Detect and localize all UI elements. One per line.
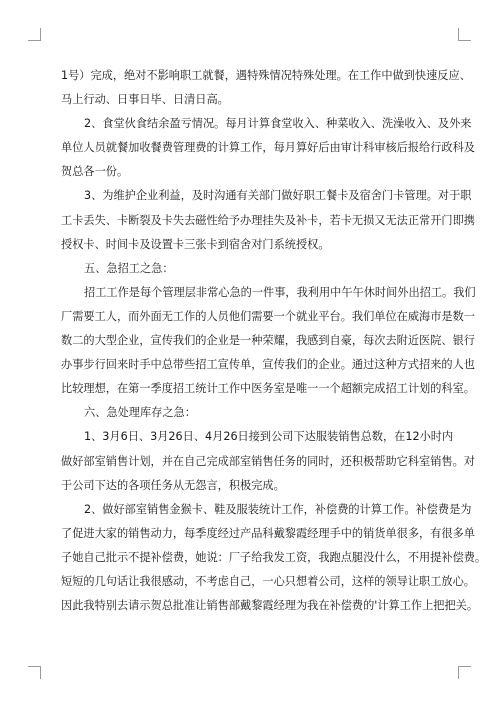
text-line: 马上行动、日事日毕、日清日高。 bbox=[61, 93, 229, 107]
text-line: 授权卡、时间卡及设置卡三张卡到宿舍对门系统授权。 bbox=[61, 237, 330, 251]
text-line: 招工工作是每个管理层非常心急的一件事，我利用中午午休时间外出招工。我们 bbox=[84, 285, 476, 299]
text-line: 1、3月6日、3月26日、4月26日接到公司下达服装销售总数，在12小时内 bbox=[84, 430, 454, 444]
text-line: 于公司下达的各项任务从无怨言，积极完成。 bbox=[61, 478, 285, 492]
document-body bbox=[61, 64, 487, 618]
crop-mark-bottom-left bbox=[28, 666, 41, 679]
text-line: 短短的几句话让我很感动，不考虑自己，一心只想着公司，这样的领导让职工放心。 bbox=[61, 574, 475, 588]
text-line: 子她自己批示不提补偿费，她说：厂子给我发工资，我跑点腿没什么，不用提补偿费。 bbox=[61, 550, 487, 564]
text-line: 2、做好部室销售金猴卡、鞋及服装统计工作，补偿费的计算工作。补偿费是为 bbox=[84, 502, 472, 516]
text-line: 厂需要工人，而外面无工作的人员他们需要一个就业平台。我们单位在威海市是数一 bbox=[61, 309, 475, 323]
crop-mark-top-left bbox=[28, 28, 41, 41]
text-line: 因此我特别去请示贺总批准让销售部戴黎霞经理为我在补偿费的'计算工作上把把关。 bbox=[61, 599, 479, 613]
text-line: 单位人员就餐加收餐费管理费的计算工作，每月算好后由审计科审核后报给行政科及 bbox=[61, 141, 475, 155]
text-line: 办事步行回来时手中总带些招工宣传单，宣传我们的企业。通过这种方式招来的人也 bbox=[61, 358, 475, 372]
text-line: 了促进大家的销售动力，每季度经过产品科戴黎霞经理手中的销货单很多，有很多单 bbox=[61, 526, 475, 540]
text-line: 2、食堂伙食结余盈亏情况。每月计算食堂收入、种菜收入、洗澡收入、及外来 bbox=[84, 117, 472, 131]
text-line: 贺总各一份。 bbox=[61, 165, 129, 179]
crop-mark-top-right bbox=[458, 28, 471, 41]
text-line: 1号）完成，绝对不影响职工就餐，遇特殊情况特殊处理。在工作中做到快速反应、 bbox=[61, 69, 471, 82]
text-line: 比较理想，在第一季度招工统计工作中医务室是唯一一个超额完成招工计划的科室。 bbox=[61, 382, 475, 396]
text-line: 数二的大型企业，宣传我们的企业是一种荣耀，我感到自豪，每次去附近医院、银行 bbox=[61, 334, 475, 348]
text-line: 工卡丢失、卡断裂及卡失去磁性给予办理挂失及补卡，若卡无损又无法正常开门即携 bbox=[61, 213, 475, 227]
crop-mark-bottom-right bbox=[458, 666, 471, 679]
section-heading: 五、急招工之急： bbox=[84, 261, 174, 275]
section-heading: 六、急处理库存之急： bbox=[84, 406, 196, 420]
text-line: 3、为维护企业利益，及时沟通有关部门做好职工餐卡及宿舍门卡管理。对于职 bbox=[84, 189, 472, 203]
text-line: 做好部室销售计划，并在自己完成部室销售任务的同时，还积极帮助它科室销售。对 bbox=[61, 454, 475, 468]
